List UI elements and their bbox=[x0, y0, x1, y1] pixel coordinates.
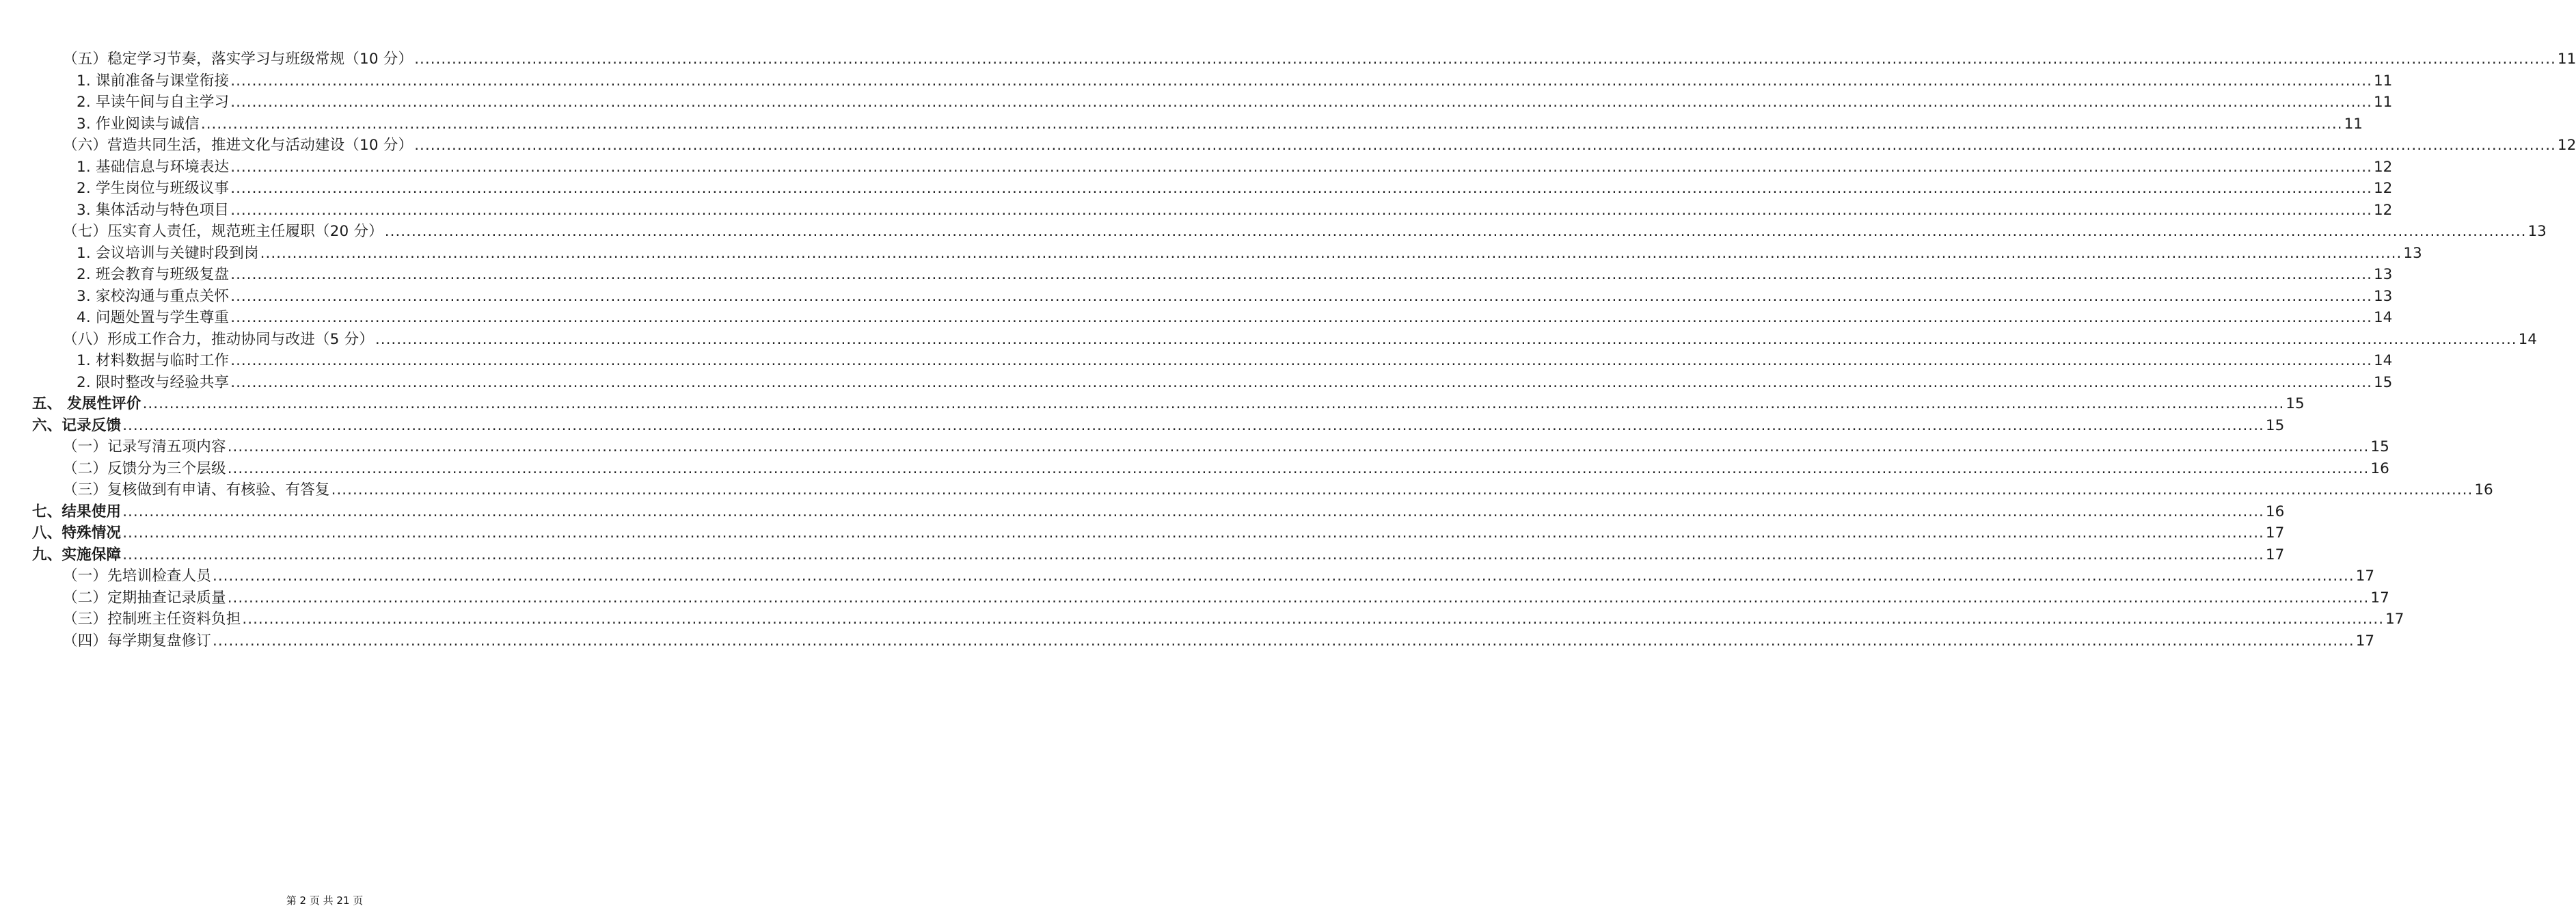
toc-entry-page-number: 14 bbox=[2518, 330, 2537, 348]
toc-entry-page-number: 13 bbox=[2403, 244, 2422, 262]
toc-entry[interactable] bbox=[32, 501, 2285, 523]
toc-entry[interactable] bbox=[77, 92, 2393, 114]
toc-entry-page-number: 13 bbox=[2373, 266, 2393, 283]
toc-dot-leader: ................................................................................................................................................................................................................................................................................................................................................................................................................ bbox=[230, 266, 2372, 283]
toc-entry-page-number: 15 bbox=[2286, 395, 2305, 412]
toc-entry-title: （一）先培训检查人员 bbox=[63, 568, 212, 585]
toc-entry-title: （七）压实育人责任，规范班主任履职（20 分） bbox=[63, 223, 383, 240]
toc-entry[interactable] bbox=[63, 565, 2375, 587]
toc-entry-title: 1. 会议培训与关键时段到岗 bbox=[77, 244, 259, 262]
toc-entry-page-number: 15 bbox=[2265, 416, 2285, 434]
toc-entry[interactable] bbox=[63, 329, 2537, 351]
toc-entry-title: （三）复核做到有申请、有核验、有答复 bbox=[63, 481, 330, 498]
table-of-contents bbox=[0, 49, 2576, 652]
toc-dot-leader: ................................................................................................................................................................................................................................................................................................................................................................................................................ bbox=[227, 589, 2370, 607]
toc-entry[interactable] bbox=[77, 70, 2393, 92]
toc-dot-leader: ................................................................................................................................................................................................................................................................................................................................................................................................................ bbox=[230, 352, 2372, 369]
toc-entry[interactable] bbox=[63, 630, 2375, 652]
toc-entry[interactable] bbox=[32, 522, 2285, 544]
toc-entry[interactable] bbox=[77, 114, 2363, 135]
toc-entry-page-number: 17 bbox=[2370, 589, 2389, 607]
toc-entry[interactable] bbox=[77, 350, 2393, 372]
toc-entry-title: 2. 早读午间与自主学习 bbox=[77, 94, 230, 111]
toc-entry-page-number: 17 bbox=[2355, 632, 2375, 650]
toc-entry-title: 八、特殊情况 bbox=[32, 524, 122, 542]
toc-entry[interactable] bbox=[63, 609, 2404, 630]
toc-entry-page-number: 11 bbox=[2557, 51, 2576, 68]
toc-dot-leader: ................................................................................................................................................................................................................................................................................................................................................................................................................ bbox=[213, 568, 2355, 585]
toc-entry[interactable] bbox=[77, 286, 2393, 308]
toc-entry-title: （三）控制班主任资料负担 bbox=[63, 611, 241, 628]
page-footer: 第 2 页 共 21 页 bbox=[286, 894, 364, 907]
toc-entry[interactable] bbox=[77, 264, 2393, 286]
toc-dot-leader: ................................................................................................................................................................................................................................................................................................................................................................................................................ bbox=[227, 460, 2370, 477]
toc-entry[interactable] bbox=[77, 372, 2393, 394]
toc-entry-title: （二）反馈分为三个层级 bbox=[63, 460, 226, 477]
toc-dot-leader: ................................................................................................................................................................................................................................................................................................................................................................................................................ bbox=[230, 180, 2372, 197]
toc-entry-title: 五、 发展性评价 bbox=[32, 395, 141, 412]
toc-entry-title: （六）营造共同生活，推进文化与活动建设（10 分） bbox=[63, 137, 413, 154]
toc-dot-leader: ................................................................................................................................................................................................................................................................................................................................................................................................................ bbox=[414, 51, 2556, 68]
toc-entry-page-number: 12 bbox=[2373, 201, 2393, 219]
toc-entry-title: 1. 基础信息与环境表达 bbox=[77, 158, 230, 176]
toc-dot-leader: ................................................................................................................................................................................................................................................................................................................................................................................................................ bbox=[200, 115, 2343, 133]
toc-entry-page-number: 17 bbox=[2265, 546, 2285, 563]
toc-dot-leader: ................................................................................................................................................................................................................................................................................................................................................................................................................ bbox=[122, 503, 2264, 520]
toc-dot-leader: ................................................................................................................................................................................................................................................................................................................................................................................................................ bbox=[230, 287, 2372, 305]
toc-entry-title: （四）每学期复盘修订 bbox=[63, 632, 212, 650]
toc-dot-leader: ................................................................................................................................................................................................................................................................................................................................................................................................................ bbox=[122, 416, 2264, 434]
toc-entry-title: 3. 作业阅读与诚信 bbox=[77, 115, 200, 133]
toc-entry-title: 1. 课前准备与课堂衔接 bbox=[77, 72, 230, 90]
toc-entry-page-number: 12 bbox=[2373, 180, 2393, 197]
toc-entry[interactable] bbox=[63, 135, 2576, 157]
toc-entry-page-number: 12 bbox=[2373, 158, 2393, 176]
toc-dot-leader: ................................................................................................................................................................................................................................................................................................................................................................................................................ bbox=[230, 94, 2372, 111]
toc-entry-title: 九、实施保障 bbox=[32, 546, 122, 563]
toc-dot-leader: ................................................................................................................................................................................................................................................................................................................................................................................................................ bbox=[384, 223, 2527, 240]
toc-entry[interactable] bbox=[32, 393, 2305, 415]
toc-entry[interactable] bbox=[63, 587, 2389, 609]
toc-entry-page-number: 17 bbox=[2385, 611, 2404, 628]
toc-entry-page-number: 11 bbox=[2373, 94, 2393, 111]
toc-entry-title: 2. 限时整改与经验共享 bbox=[77, 373, 230, 391]
toc-dot-leader: ................................................................................................................................................................................................................................................................................................................................................................................................................ bbox=[227, 438, 2370, 455]
toc-entry[interactable] bbox=[32, 415, 2285, 437]
toc-entry-title: 1. 材料数据与临时工作 bbox=[77, 352, 230, 369]
toc-entry-title: （二）定期抽查记录质量 bbox=[63, 589, 226, 607]
toc-entry-title: 六、记录反馈 bbox=[32, 416, 122, 434]
toc-entry-page-number: 14 bbox=[2373, 309, 2393, 326]
toc-entry[interactable] bbox=[63, 436, 2389, 458]
toc-dot-leader: ................................................................................................................................................................................................................................................................................................................................................................................................................ bbox=[414, 137, 2556, 154]
toc-dot-leader: ................................................................................................................................................................................................................................................................................................................................................................................................................ bbox=[213, 632, 2355, 650]
toc-entry[interactable] bbox=[63, 221, 2547, 243]
toc-entry-title: 2. 班会教育与班级复盘 bbox=[77, 266, 230, 283]
toc-dot-leader: ................................................................................................................................................................................................................................................................................................................................................................................................................ bbox=[142, 395, 2285, 412]
toc-entry-page-number: 12 bbox=[2557, 137, 2576, 154]
toc-entry-page-number: 13 bbox=[2527, 223, 2547, 240]
toc-dot-leader: ................................................................................................................................................................................................................................................................................................................................................................................................................ bbox=[230, 72, 2372, 90]
toc-entry-title: （一）记录写清五项内容 bbox=[63, 438, 226, 455]
toc-entry-title: 4. 问题处置与学生尊重 bbox=[77, 309, 230, 326]
toc-entry-page-number: 16 bbox=[2265, 503, 2285, 520]
toc-dot-leader: ................................................................................................................................................................................................................................................................................................................................................................................................................ bbox=[331, 481, 2473, 498]
toc-entry-page-number: 11 bbox=[2373, 72, 2393, 90]
toc-entry-title: 3. 集体活动与特色项目 bbox=[77, 201, 230, 219]
toc-entry[interactable] bbox=[63, 479, 2493, 501]
toc-dot-leader: ................................................................................................................................................................................................................................................................................................................................................................................................................ bbox=[122, 524, 2264, 542]
toc-dot-leader: ................................................................................................................................................................................................................................................................................................................................................................................................................ bbox=[230, 201, 2372, 219]
toc-entry-title: （五）稳定学习节奏，落实学习与班级常规（10 分） bbox=[63, 51, 413, 68]
toc-entry[interactable] bbox=[77, 243, 2422, 265]
toc-entry-page-number: 16 bbox=[2474, 481, 2493, 498]
toc-entry-page-number: 11 bbox=[2344, 115, 2363, 133]
toc-entry[interactable] bbox=[77, 307, 2393, 329]
toc-entry-title: 七、结果使用 bbox=[32, 503, 122, 520]
toc-dot-leader: ................................................................................................................................................................................................................................................................................................................................................................................................................ bbox=[230, 309, 2372, 326]
toc-entry-page-number: 17 bbox=[2355, 568, 2375, 585]
toc-entry-page-number: 14 bbox=[2373, 352, 2393, 369]
toc-entry-title: （八）形成工作合力，推动协同与改进（5 分） bbox=[63, 330, 374, 348]
toc-entry-page-number: 17 bbox=[2265, 524, 2285, 542]
toc-entry[interactable] bbox=[63, 458, 2389, 480]
toc-entry-page-number: 15 bbox=[2373, 373, 2393, 391]
toc-entry[interactable] bbox=[32, 544, 2285, 566]
toc-entry-page-number: 15 bbox=[2370, 438, 2389, 455]
toc-entry[interactable] bbox=[77, 157, 2393, 178]
toc-dot-leader: ................................................................................................................................................................................................................................................................................................................................................................................................................ bbox=[230, 158, 2372, 176]
toc-dot-leader: ................................................................................................................................................................................................................................................................................................................................................................................................................ bbox=[230, 373, 2372, 391]
toc-dot-leader: ................................................................................................................................................................................................................................................................................................................................................................................................................ bbox=[242, 611, 2385, 628]
toc-dot-leader: ................................................................................................................................................................................................................................................................................................................................................................................................................ bbox=[122, 546, 2264, 563]
toc-entry-title: 3. 家校沟通与重点关怀 bbox=[77, 287, 230, 305]
toc-entry[interactable] bbox=[77, 178, 2393, 200]
toc-entry-title: 2. 学生岗位与班级议事 bbox=[77, 180, 230, 197]
toc-dot-leader: ................................................................................................................................................................................................................................................................................................................................................................................................................ bbox=[375, 330, 2517, 348]
toc-entry-page-number: 16 bbox=[2370, 460, 2389, 477]
toc-entry[interactable] bbox=[63, 49, 2576, 70]
toc-entry-page-number: 13 bbox=[2373, 287, 2393, 305]
toc-dot-leader: ................................................................................................................................................................................................................................................................................................................................................................................................................ bbox=[260, 244, 2402, 262]
toc-entry[interactable] bbox=[77, 200, 2393, 222]
